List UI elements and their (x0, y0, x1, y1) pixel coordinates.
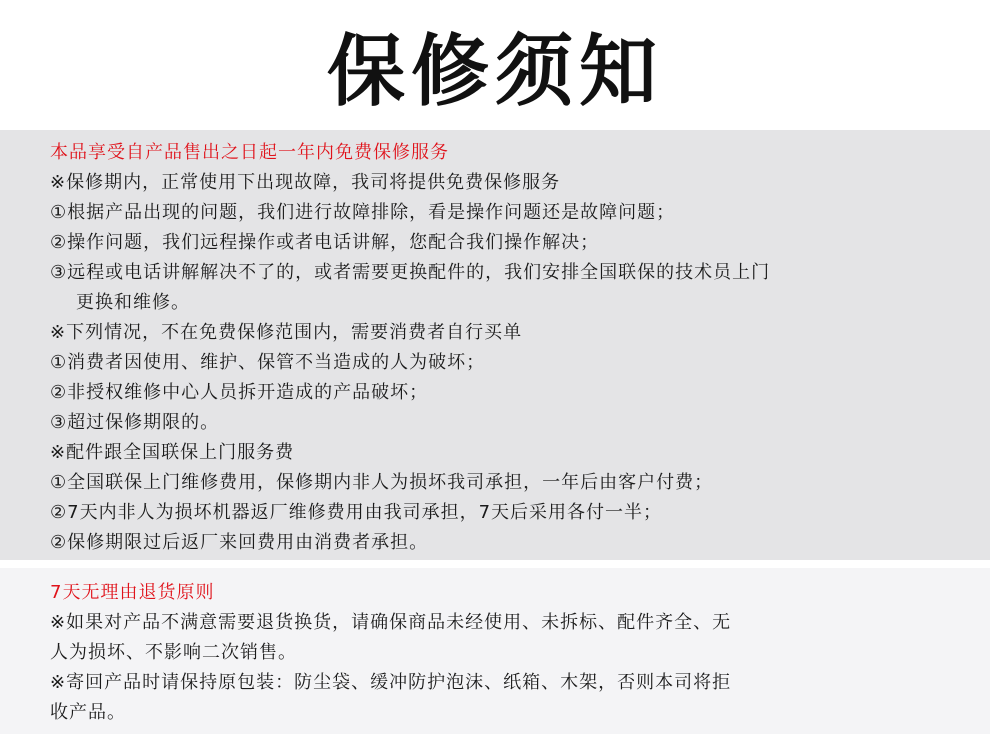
warranty-line: 更换和维修。 (76, 292, 190, 313)
warranty-line: ③远程或电话讲解解决不了的，或者需要更换配件的，我们安排全国联保的技术员上门 (50, 262, 771, 283)
warranty-line: ②操作问题，我们远程操作或者电话讲解，您配合我们操作解决； (50, 232, 600, 253)
warranty-line: ※下列情况，不在免费保修范围内，需要消费者自行买单 (50, 322, 523, 343)
returns-line: ※寄回产品时请保持原包装：防尘袋、缓冲防护泡沫、纸箱、木架，否则本司将拒 (50, 672, 732, 693)
section-divider (0, 560, 990, 568)
returns-section (0, 568, 990, 734)
warranty-line: ①全国联保上门维修费用，保修期内非人为损坏我司承担，一年后由客户付费； (50, 472, 714, 493)
warranty-section (0, 130, 990, 560)
warranty-line: ③超过保修期限的。 (50, 412, 220, 433)
returns-line: ※如果对产品不满意需要退货换货，请确保商品未经使用、未拆标、配件齐全、无 (50, 612, 732, 633)
returns-heading: 7天无理由退货原则 (50, 582, 215, 603)
title-band (0, 0, 990, 130)
warranty-line: ①根据产品出现的问题，我们进行故障排除，看是操作问题还是故障问题； (50, 202, 676, 223)
warranty-line: ②7天内非人为损坏机器返厂维修费用由我司承担，7天后采用各付一半； (50, 502, 663, 523)
page-title: 保修须知 (326, 27, 663, 117)
warranty-line: ②保修期限过后返厂来回费用由消费者承担。 (50, 532, 429, 553)
returns-line: 收产品。 (50, 702, 126, 723)
returns-line: 人为损坏、不影响二次销售。 (50, 642, 297, 663)
warranty-line: ※保修期内，正常使用下出现故障，我司将提供免费保修服务 (50, 172, 561, 193)
warranty-line: ※配件跟全国联保上门服务费 (50, 442, 295, 463)
warranty-line: ①消费者因使用、维护、保管不当造成的人为破坏； (50, 352, 486, 373)
warranty-line: ②非授权维修中心人员拆开造成的产品破坏； (50, 382, 429, 403)
warranty-heading: 本品享受自产品售出之日起一年内免费保修服务 (50, 142, 449, 163)
